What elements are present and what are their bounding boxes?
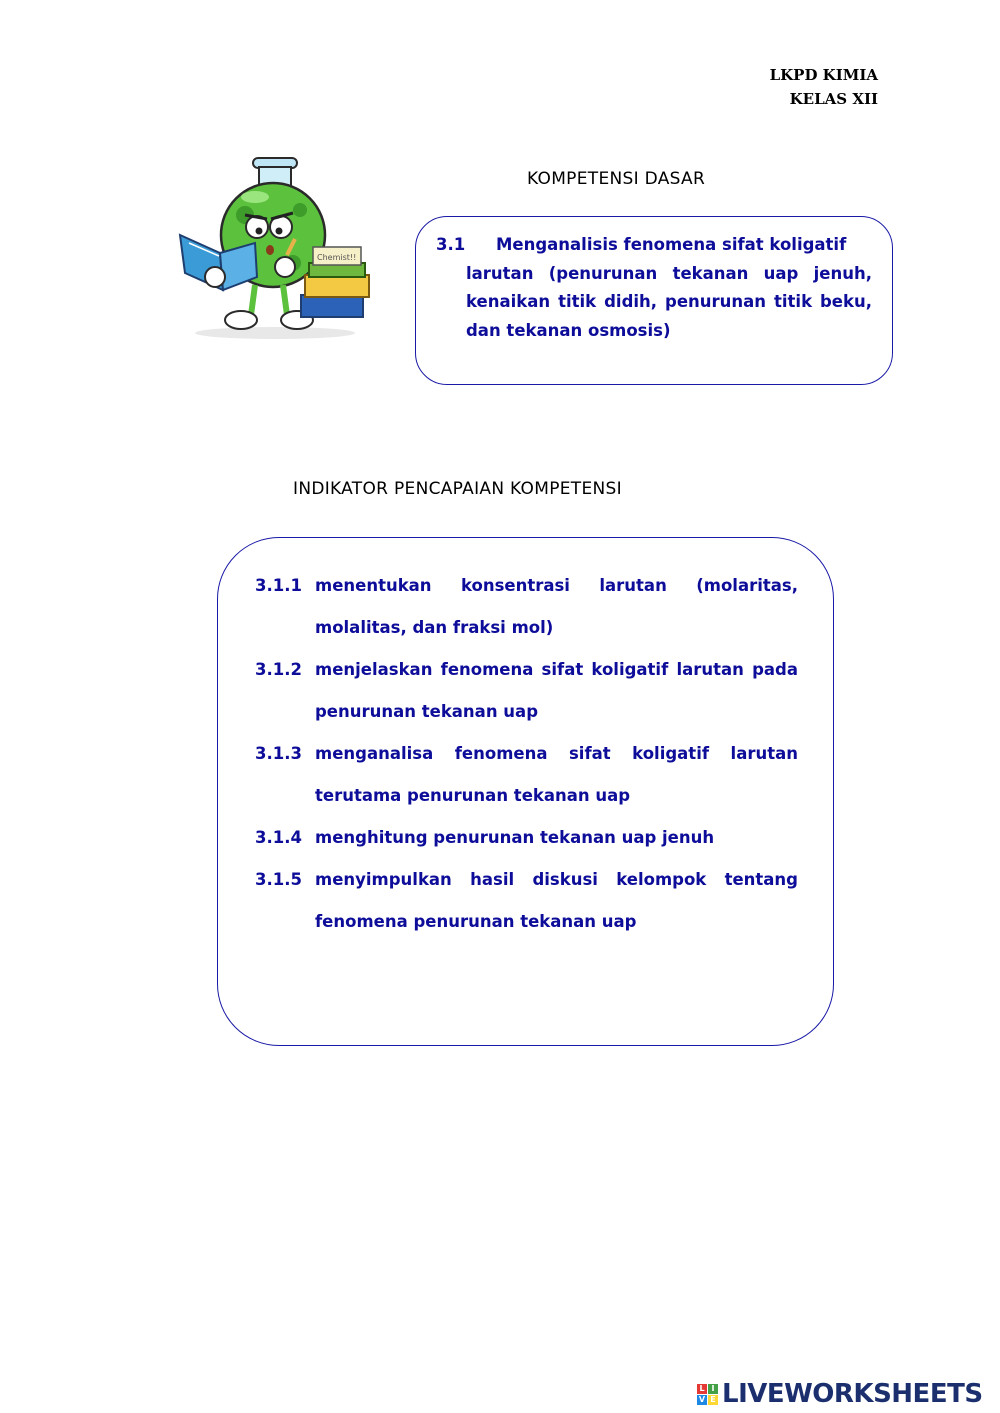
list-item — [255, 733, 798, 817]
kompetensi-dasar-title: KOMPETENSI DASAR — [527, 169, 706, 189]
indikator-text: menganalisa fenomena sifat koligatif larutan terutama penurunan tekanan uap — [315, 744, 798, 805]
kompetensi-dasar-box — [415, 216, 893, 385]
kd-number: 3.1 — [436, 235, 466, 254]
flask-mascot-reading-icon — [175, 155, 375, 345]
kd-first-line: Menganalisis fenomena sifat koligatif — [496, 235, 847, 254]
logo-cube: I — [708, 1384, 718, 1394]
header-class: KELAS XII — [789, 90, 878, 108]
logo-cube: L — [697, 1384, 707, 1394]
indikator-list — [255, 565, 798, 943]
list-item — [255, 859, 798, 943]
mascot-book-label: Chemist!! — [317, 253, 357, 262]
header-subject: LKPD KIMIA — [769, 66, 878, 84]
indikator-text: menyimpulkan hasil diskusi kelompok tentang fenomena penurunan tekanan uap — [315, 870, 798, 931]
kd-rest: larutan (penurunan tekanan uap jenuh, kenaikan titik didih, penurunan titik beku, dan tekanan osmosis) — [466, 263, 872, 340]
logo-text: LIVEWORKSHEETS — [722, 1379, 983, 1409]
indikator-box — [217, 537, 834, 1046]
kompetensi-dasar-text — [436, 231, 872, 345]
indikator-number: 3.1.3 — [255, 744, 302, 763]
document-header — [770, 63, 878, 111]
indikator-number: 3.1.2 — [255, 660, 302, 679]
list-item — [255, 565, 798, 649]
list-item — [255, 649, 798, 733]
logo-cube: V — [698, 1394, 706, 1404]
indikator-text: menentukan konsentrasi larutan (molaritas, molalitas, dan fraksi mol) — [315, 576, 798, 637]
indikator-text: menjelaskan fenomena sifat koligatif larutan pada penurunan tekanan uap — [315, 660, 798, 721]
list-item — [255, 817, 798, 859]
liveworksheets-logo — [697, 1377, 983, 1411]
logo-cube: E — [708, 1395, 718, 1405]
indikator-title: INDIKATOR PENCAPAIAN KOMPETENSI — [293, 479, 622, 499]
indikator-number: 3.1.5 — [255, 870, 302, 889]
indikator-number: 3.1.4 — [255, 828, 302, 847]
logo-cubes-icon — [697, 1384, 718, 1405]
indikator-text: menghitung penurunan tekanan uap jenuh — [315, 828, 715, 847]
indikator-number: 3.1.1 — [255, 576, 302, 595]
